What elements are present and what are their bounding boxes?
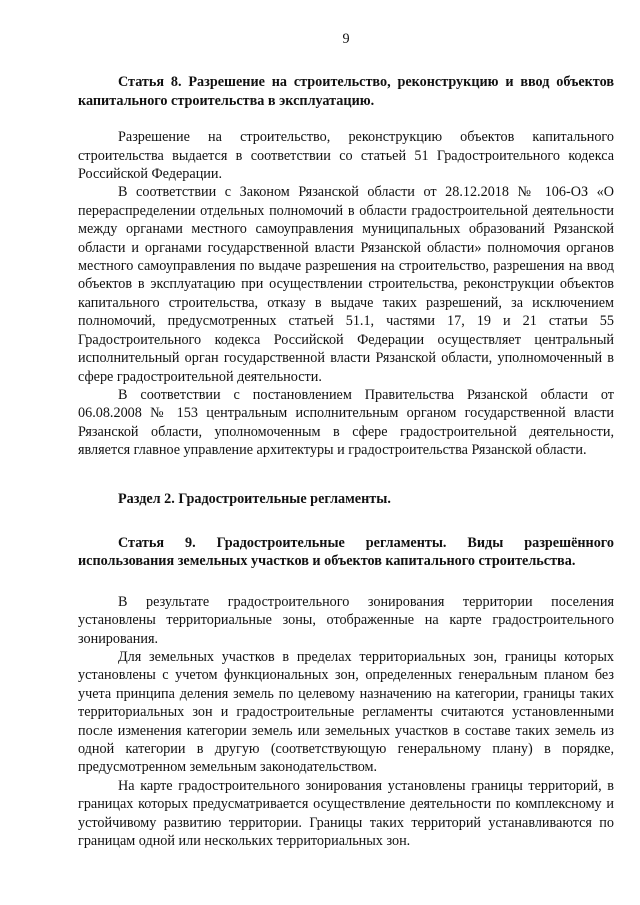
article-8-heading: Статья 8. Разрешение на строительство, реконструкцию и ввод объектов капитального строительства в эксплуатацию. (78, 74, 614, 109)
page-number: 9 (342, 31, 350, 47)
spacer (78, 508, 614, 534)
article-9-paragraph-1: В результате градостроительного зонирования территории поселения установлены территориальные зоны, отображенные на карте градостроительного зонирования. (78, 593, 614, 647)
article-9-heading: Статья 9. Градостроительные регламенты. Виды разрешённого использования земельных участков и объектов капитального строительства. (78, 534, 614, 570)
article-8-paragraph-1: Разрешение на строительство, реконструкцию объектов капитального строительства выдается в соответствии со статьей 51 Градостроительного кодекса Российской Федерации. (78, 129, 614, 183)
spacer (78, 571, 614, 593)
spacer (78, 110, 614, 128)
article-9-paragraph-3: На карте градостроительного зонирования установлены границы территорий, в границах которых предусматривается осуществление деятельности по комплексному и устойчивому развитию территории. Границы таких территорий устанавливаются по границам одной или нескольких территориальных зон. (78, 777, 614, 850)
article-9-paragraph-2: Для земельных участков в пределах территориальных зон, границы которых установлены с учетом функциональных зон, определенных генеральным планом без учета принципа деления земель по целевому назначению на категории, границы таких территориальных зон и градостроительные регламенты считаются установленными после изменения категории земель или земельных участков в составе таких земель из одной категории в другую (соответствующую генеральному плану) в порядке, предусмотренном земельным законодательством. (78, 648, 614, 776)
spacer (78, 460, 614, 490)
section-2-heading: Раздел 2. Градостроительные регламенты. (118, 490, 391, 507)
article-8-paragraph-3: В соответствии с постановлением Правительства Рязанской области от 06.08.2008 № 153 центральным исполнительным органом государственной власти Рязанской области, уполномоченным в сфере градостроительной деятельности, является главное управление архитектуры и градостроительства Рязанской области. (78, 386, 614, 459)
article-8-paragraph-2: В соответствии с Законом Рязанской области от 28.12.2018 № 106-ОЗ «О перераспределении отдельных полномочий в области градостроительной деятельности между органами местного самоуправления муниципальных образований Рязанской области и органами государственной власти Рязанской области» полномочия органов местного самоуправления по выдаче разрешения на строительство, разрешения на ввод объектов в эксплуатацию при осуществлении строительства, реконструкции объектов капитального строительства, отказу в выдаче таких разрешений, за исключением полномочий, предусмотренных статьей 51.1, частями 17, 19 и 21 статьи 55 Градостроительного кодекса Российской Федерации осуществляет центральный исполнительный орган государственной власти Рязанской области, уполномоченный в сфере градостроительной деятельности. (78, 184, 614, 385)
